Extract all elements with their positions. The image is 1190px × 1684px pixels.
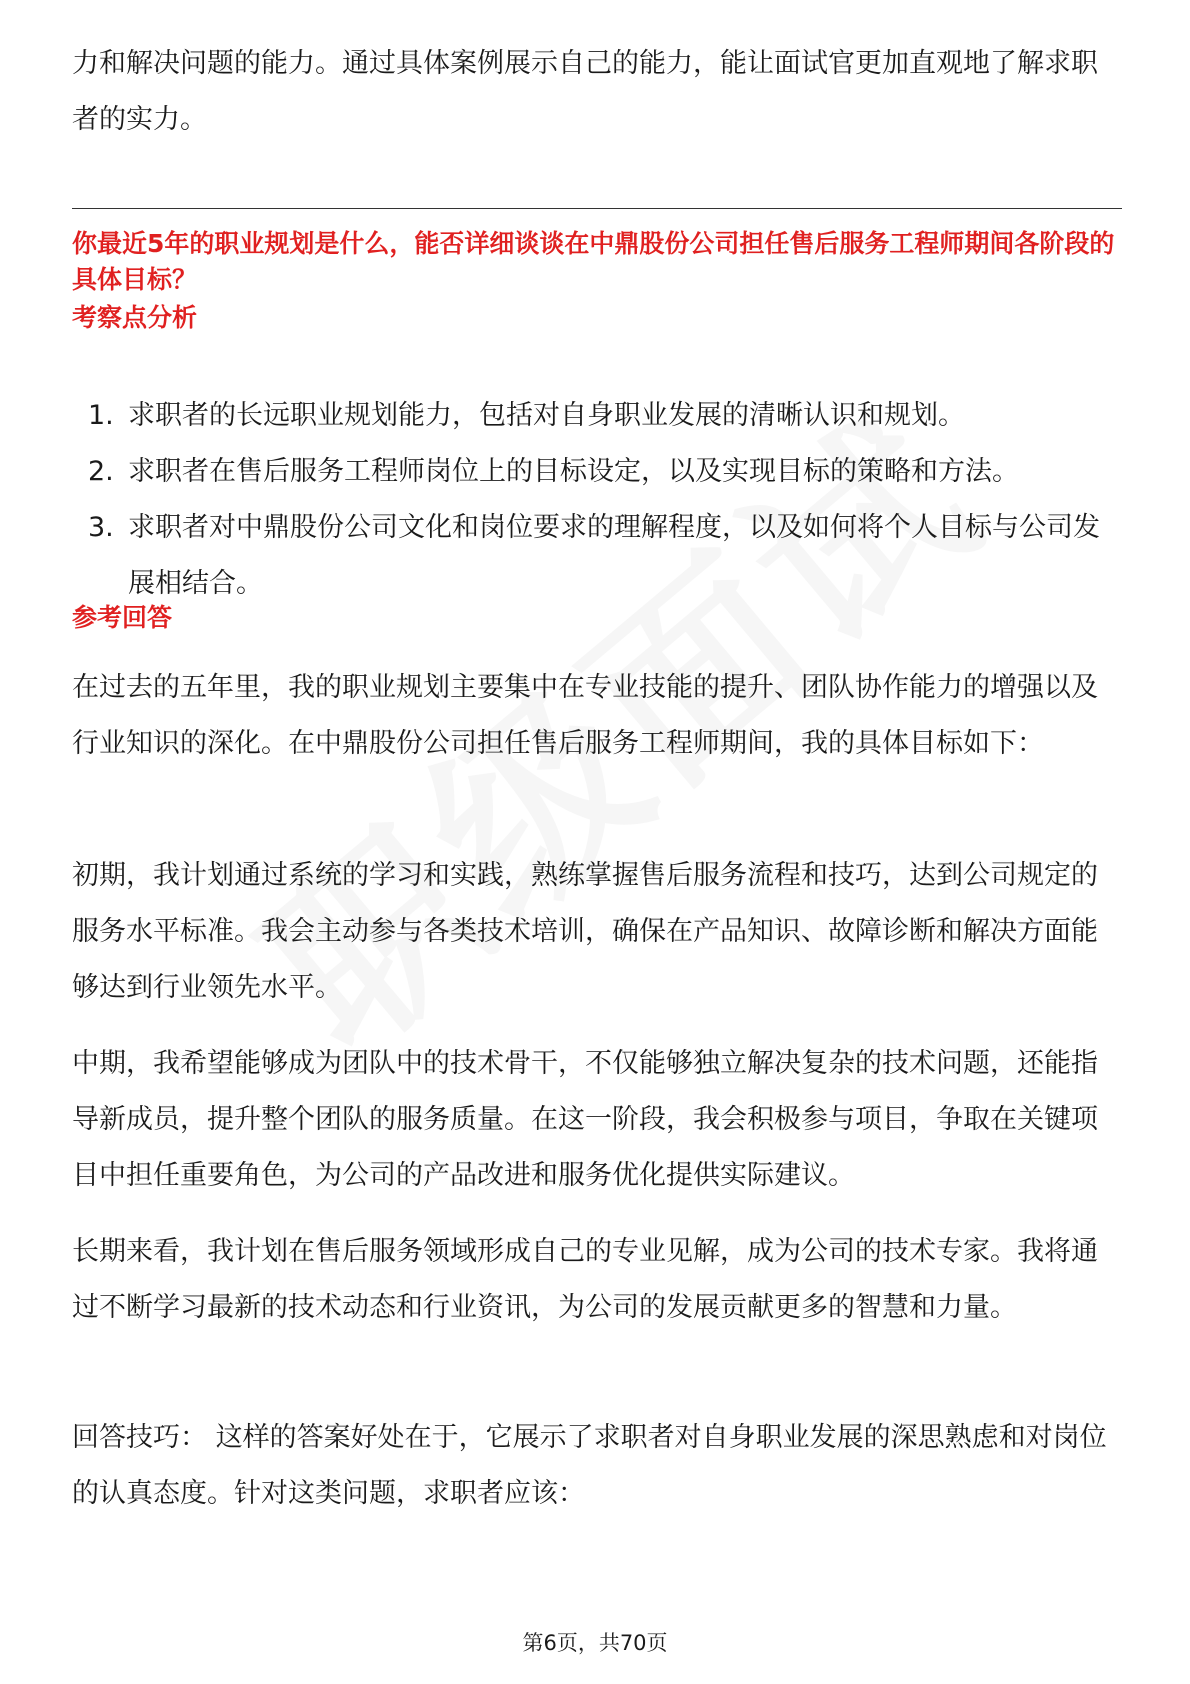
answer-paragraph: 中期，我希望能够成为团队中的技术骨干，不仅能够独立解决复杂的技术问题，还能指导新成员，提升整个团队的服务质量。在这一阶段，我会积极参与项目，争取在关键项目中担任重要角色，为公司的产品改进和服务优化提供实际建议。 (72, 1048, 1098, 1191)
question-title: 你最近5年的职业规划是什么，能否详细谈谈在中鼎股份公司担任售后服务工程师期间各阶段的具体目标？ (72, 229, 1115, 294)
point-text: 求职者对中鼎股份公司文化和岗位要求的理解程度，以及如何将个人目标与公司发展相结合。 (128, 512, 1100, 599)
analysis-point (72, 444, 1122, 500)
answer-paragraph: 在过去的五年里，我的职业规划主要集中在专业技能的提升、团队协作能力的增强以及行业知识的深化。在中鼎股份公司担任售后服务工程师期间，我的具体目标如下： (72, 672, 1098, 759)
point-text: 求职者在售后服务工程师岗位上的目标设定，以及实现目标的策略和方法。 (128, 456, 1019, 487)
answer-paragraph: 初期，我计划通过系统的学习和实践，熟练掌握售后服务流程和技巧，达到公司规定的服务水平标准。我会主动参与各类技术培训，确保在产品知识、故障诊断和解决方面能够达到行业领先水平。 (72, 860, 1098, 1003)
page-footer: 第6页，共70页 (522, 1631, 668, 1655)
answer-tips: 回答技巧： 这样的答案好处在于，它展示了求职者对自身职业发展的深思熟虑和对岗位的认真态度。针对这类问题，求职者应该： (72, 1422, 1107, 1509)
point-number: 1. (88, 400, 114, 431)
intro-continuation: 力和解决问题的能力。通过具体案例展示自己的能力，能让面试官更加直观地了解求职者的实力。 (72, 48, 1098, 135)
analysis-point (72, 500, 1122, 612)
answer-paragraph: 长期来看，我计划在售后服务领域形成自己的专业见解，成为公司的技术专家。我将通过不断学习最新的技术动态和行业资讯，为公司的发展贡献更多的智慧和力量。 (72, 1236, 1098, 1323)
point-text: 求职者的长远职业规划能力，包括对自身职业发展的清晰认识和规划。 (128, 400, 965, 431)
point-number: 2. (88, 456, 114, 487)
section-divider (72, 208, 1122, 209)
answer-heading: 参考回答 (72, 603, 173, 632)
analysis-points (72, 388, 1122, 612)
point-number: 3. (88, 512, 114, 543)
analysis-point (72, 388, 1122, 444)
analysis-heading: 考察点分析 (72, 303, 198, 332)
